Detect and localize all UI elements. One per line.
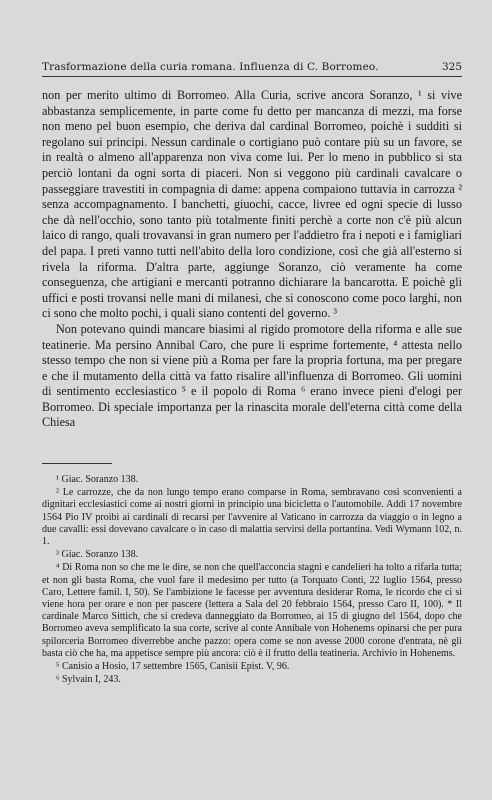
footnotes <box>42 474 462 687</box>
running-header <box>42 55 462 77</box>
footnote-3: ³ Giac. Soranzo 138. <box>56 549 139 561</box>
footnote-4: ⁴ Di Roma non so che me le dire, se non che quell'acconcia stagni e candelieri ha tolto a rifarla tutta; et non gli basta Roma, che vuol fare il medesimo per tutto (a Torquato Conti, 22 luglio 1564, presso Caro, Lettere famil. I, 50). Se l'ambizione le facesse per avventura desiderar Roma, le ricordo che ci si viene hora per orare e non per pascere (lettera a Sala del 20 febbraio 1564, presso Caro II, 100). * Il cardinale Marco Sittich, che si credeva danneggiato da Borromeo, ai 15 di giugno del 1564, dopo che Borromeo aveva semplificato la sua corte, scrive al conte Annibale von Hohenems opinarsi che per pura spilorceria Borromeo diverrebbe anche pazzo: opera come se non avesse 2000 corone d'entrata, nè gli basta ciò che ha, ma appetisce sempre più ancora: ciò è il frutto della teatineria. Archivio in Hohenems. <box>42 562 462 659</box>
page-number: 325 <box>441 61 462 73</box>
footnote-6: ⁶ Sylvain I, 243. <box>56 674 121 686</box>
footnote-2: ² Le carrozze, che da non lungo tempo erano comparse in Roma, sembravano così sconvenienti a dignitari ecclesiastici come ai nostri giorni in principio una bicicletta o l'automobile. Addì 17 novembre 1564 Pio IV proibì ai cardinali di recarsi per l'avvenire al Vaticano in carrozza da viaggio o in legno a due cavalli: essi dovevano cavalcare o in caso di malattia servirsi della portantina. Vedi Wymann 102, n. 1. <box>42 487 462 548</box>
main-text <box>42 88 462 431</box>
paragraph-2: Non potevano quindi mancare biasimi al rigido promotore della riforma e alle sue teatinerie. Ma persino Annibal Caro, che pure li esprime fortemente, ⁴ attesta nello stesso tempo che non si viene più a Roma per fare la propria fortuna, ma per pregare e che il mutamento della città va fatto risalire all'influenza di Borromeo. Gli uomini di sentimento ecclesiastico ⁵ e il popolo di Roma ⁶ erano invece pieni d'elogi per Borromeo. Di speciale importanza per la rinascita morale dell'eterna città come della Chiesa <box>42 321 462 430</box>
header-rule <box>42 76 462 77</box>
footnote-5: ⁵ Canisio a Hosio, 17 settembre 1565, Canisii Epist. V, 96. <box>56 661 290 673</box>
paragraph-1: non per merito ultimo di Borromeo. Alla Curia, scrive ancora Soranzo, ¹ si vive abbastanza semplicemente, in parte come fu detto per mancanza di mezzi, ma forse non meno pel buon esempio, che deriva dal cardinal Borromeo, poichè i sudditi si regolano sui principi. Nessun cardinale o cortigiano può contare più su un favore, se in realtà o almeno all'apparenza non viva come lui. Per lo meno in pubblico si sta perciò lontani da ogni sorta di piaceri. Non si veggono più cardinali cavalcare o passeggiare travestiti in compagnia di dame: appena compaiono tuttavia in carrozza ² senza accompagnamento. I banchetti, giuochi, cacce, livree ed ogni specie di lusso che dà nell'occhio, sono tanto più totalmente finiti perchè a corte non c'è più alcun laico di rango, quali trovavansi in gran numero per l'addietro fra i nepoti e i famigliari del papa. I preti vanno tutti nell'abito della loro condizione, così che già all'esterno si rivela la riforma. D'altra parte, aggiunge Soranzo, ciò veramente ha come conseguenza, che artigiani e mercanti potranno dichiarare la bancarotta. E poichè gli uffici e posti trovansi nelle mani di milanesi, che si conoscono come poco larghi, non ci sono che molto pochi, i quali siano contenti del governo. ³ <box>42 88 462 321</box>
footnote-rule <box>42 463 112 464</box>
running-title: Trasformazione della curia romana. Influenza di C. Borromeo. <box>42 61 379 73</box>
footnote-1: ¹ Giac. Soranzo 138. <box>56 474 139 485</box>
